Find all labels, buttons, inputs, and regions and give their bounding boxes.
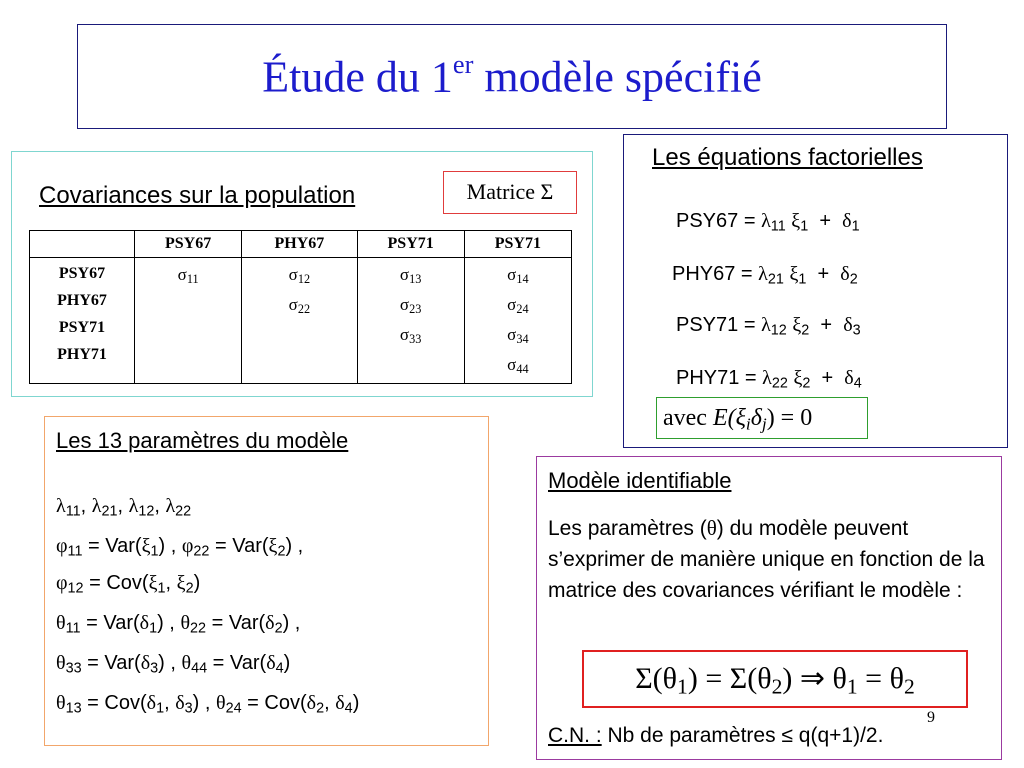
row-header: PHY67 <box>57 292 107 309</box>
row-header: PSY71 <box>58 319 106 336</box>
covariance-column <box>357 258 464 384</box>
parameter-line: $\lambda_{11}$, $\lambda_{21}$, $\lambda_{12}$, $\lambda_{22}$ <box>56 495 192 520</box>
column-header: PSY71 <box>464 231 571 258</box>
covariance-cell: $\sigma_{23}$ <box>399 295 422 317</box>
parameter-line: $\varphi_{11} = Var(\xi_1)$ , $\varphi_{22} = Var(\xi_2)$ , <box>56 535 304 560</box>
covariance-column <box>135 258 242 384</box>
identifiability-equation: $\Sigma(\theta_1) = \Sigma(\theta_2)$ ⇒ $\theta_1 = \theta_2$ <box>582 650 968 708</box>
covariance-cell: $\sigma_{24}$ <box>507 295 529 317</box>
parameters-panel <box>44 416 489 746</box>
table-corner <box>30 231 135 258</box>
row-headers <box>30 258 135 384</box>
table-row <box>30 258 572 384</box>
identifiable-text: Les paramètres (θ) du modèle peuvent s’exprimer de manière unique en fonction de la matrice des covariances vérifiant le modèle : <box>548 516 985 602</box>
covariance-cell: $\sigma_{12}$ <box>288 265 311 287</box>
parameters-heading: Les 13 paramètres du modèle <box>56 428 349 453</box>
row-header: PSY67 <box>58 265 106 282</box>
covariance-cell: $\sigma_{34}$ <box>507 325 529 347</box>
covariance-column <box>464 258 571 384</box>
covariance-heading: Covariances sur la population <box>39 182 356 209</box>
covariance-cell: $\sigma_{14}$ <box>507 265 529 287</box>
equation-line: $PSY67 = \lambda_{11}$ $\xi_1 + \delta_1$ <box>676 210 860 235</box>
covariance-cell: $\sigma_{33}$ <box>399 325 422 347</box>
covariance-panel <box>11 151 593 397</box>
covariance-table <box>29 230 572 384</box>
table-header-row <box>30 231 572 258</box>
equations-heading: Les équations factorielles <box>652 144 923 171</box>
parameter-line: $\varphi_{12} = Cov(\xi_1$, $\xi_2$) <box>56 572 201 597</box>
parameter-line: $\theta_{33} = Var(\delta_3)$ , $\theta_{44} = Var(\delta_4)$ <box>56 652 291 677</box>
matrix-label: Matrice Σ <box>443 171 577 214</box>
covariance-column <box>242 258 357 384</box>
equations-panel <box>623 134 1008 448</box>
equation-line: $PHY71 = \lambda_{22}$ $\xi_2 + \delta_4$ <box>676 367 862 392</box>
column-header: PHY67 <box>242 231 357 258</box>
orthogonality-condition: avec $E(\xi_i\delta_j) = 0$ <box>656 397 868 439</box>
equation-line: $PHY67 = \lambda_{21}$ $\xi_1 + \delta_2$ <box>672 263 858 288</box>
equation-line: $PSY71 = \lambda_{12}$ $\xi_2 + \delta_3$ <box>676 314 861 339</box>
parameter-line: $\theta_{13} = Cov(\delta_1$, $\delta_3$) , $\theta_{24} = Cov(\delta_2$, $\delta_4$) <box>56 692 360 717</box>
column-header: PSY67 <box>135 231 242 258</box>
covariance-cell: $\sigma_{11}$ <box>177 265 199 287</box>
row-header: PHY71 <box>57 346 107 363</box>
covariance-cell: $\sigma_{13}$ <box>399 265 422 287</box>
column-header: PSY71 <box>357 231 464 258</box>
identifiable-panel <box>536 456 1002 760</box>
page-title: Étude du 1er modèle spécifié <box>262 49 762 102</box>
parameter-line: $\theta_{11} = Var(\delta_1)$ , $\theta_{22} = Var(\delta_2)$ , <box>56 612 301 637</box>
page-number: 9 <box>927 709 935 726</box>
necessary-condition: C.N. : Nb de paramètres ≤ q(q+1)/2. <box>548 724 884 747</box>
covariance-cell: $\sigma_{44}$ <box>507 355 529 377</box>
title-box <box>77 24 947 129</box>
identifiable-heading: Modèle identifiable <box>548 468 732 493</box>
covariance-cell: $\sigma_{22}$ <box>288 295 311 317</box>
